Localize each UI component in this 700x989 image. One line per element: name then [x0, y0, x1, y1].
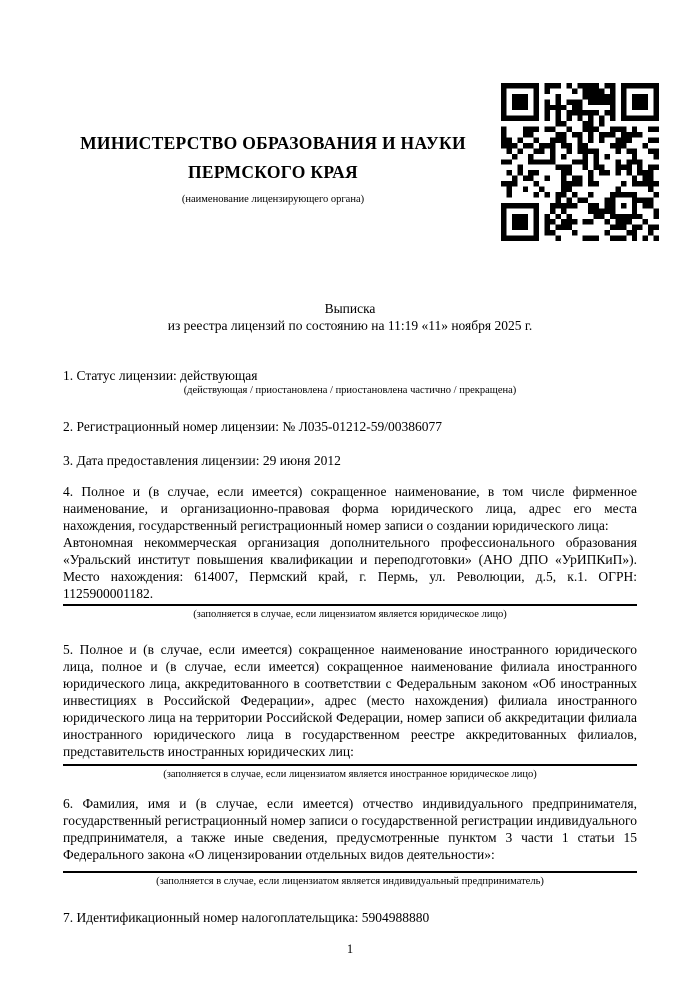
tax-id-text: 7. Идентификационный номер налогоплательщика: 5904988880 — [63, 910, 430, 925]
ministry-caption: (наименование лицензирующего органа) — [181, 194, 365, 205]
section-registration-number — [63, 418, 637, 435]
document-title-line1: Выписка — [324, 301, 376, 316]
document-title — [63, 300, 637, 334]
document-title-line2: из реестра лицензий по состоянию на 11:19 «11» ноября 2025 г. — [167, 318, 533, 333]
legal-entity-caption: (заполняется в случае, если лицензиатом является юридическое лицо) — [193, 609, 507, 620]
fill-in-line — [63, 764, 637, 766]
section-tax-id — [63, 909, 637, 926]
section-individual-entrepreneur — [63, 795, 637, 888]
ministry-name — [63, 129, 483, 187]
registration-number-text: 2. Регистрационный номер лицензии: № Л035-01212-59/00386077 — [63, 419, 443, 434]
section-license-status — [63, 367, 637, 397]
individual-entrepreneur-caption: (заполняется в случае, если лицензиатом является индивидуальный предприниматель) — [156, 876, 544, 887]
foreign-entity-caption: (заполняется в случае, если лицензиатом является иностранное юридическое лицо) — [163, 769, 537, 780]
foreign-entity-label: 5. Полное и (в случае, если имеется) сокращенное наименование иностранного юридического лица, полное и (в случае, если имеется) сокращенное наименование филиала иностранного юридического лица, аккредитованного в соответствии с Федеральным законом «Об иностранных инвестициях в Российской Федерации», адрес (место нахождения) филиала иностранного юридического лица на территории Российской Федерации, номер записи об аккредитации филиала иностранного юридического лица в государственном реестре аккредитованных филиалов, представительств иностранных юридических лиц: — [63, 642, 637, 759]
section-legal-entity — [63, 483, 637, 621]
license-status-text: 1. Статус лицензии: действующая — [63, 368, 258, 383]
legal-entity-value: Автономная некоммерческая организация дополнительного профессионального образования «Уральский институт повышения квалификации и переподготовки» (АНО ДПО «УрИПКиП»). Место нахождения: 614007, Пермский край, г. Пермь, ул. Революции, д.5, к.1. ОГРН: 1125900001182. — [63, 535, 637, 601]
qr-code-icon — [501, 83, 659, 241]
section-foreign-entity — [63, 641, 637, 781]
license-status-caption: (действующая / приостановлена / приостановлена частично / прекращена) — [183, 385, 517, 396]
ministry-name-line1: МИНИСТЕРСТВО ОБРАЗОВАНИЯ И НАУКИ — [80, 133, 466, 153]
legal-entity-label: 4. Полное и (в случае, если имеется) сокращенное наименование, в том числе фирменное наименование, и организационно-правовая форма юридического лица, адрес его места нахождения, государственный регистрационный номер записи о создании юридического лица: — [63, 484, 637, 533]
ministry-name-line2: ПЕРМСКОГО КРАЯ — [188, 162, 358, 182]
page-number: 1 — [346, 942, 354, 956]
section-grant-date — [63, 452, 637, 469]
individual-entrepreneur-label: 6. Фамилия, имя и (в случае, если имеется) отчество индивидуального предпринимателя, государственный регистрационный номер записи о государственной регистрации индивидуального предпринимателя, а также иные сведения, предусмотренные пунктом 3 части 1 статьи 15 Федерального закона «О лицензировании отдельных видов деятельности»: — [63, 796, 637, 862]
licensing-authority-header — [63, 129, 483, 206]
fill-in-line — [63, 871, 637, 873]
grant-date-text: 3. Дата предоставления лицензии: 29 июня 2012 — [63, 453, 341, 468]
fill-in-line — [63, 604, 637, 606]
